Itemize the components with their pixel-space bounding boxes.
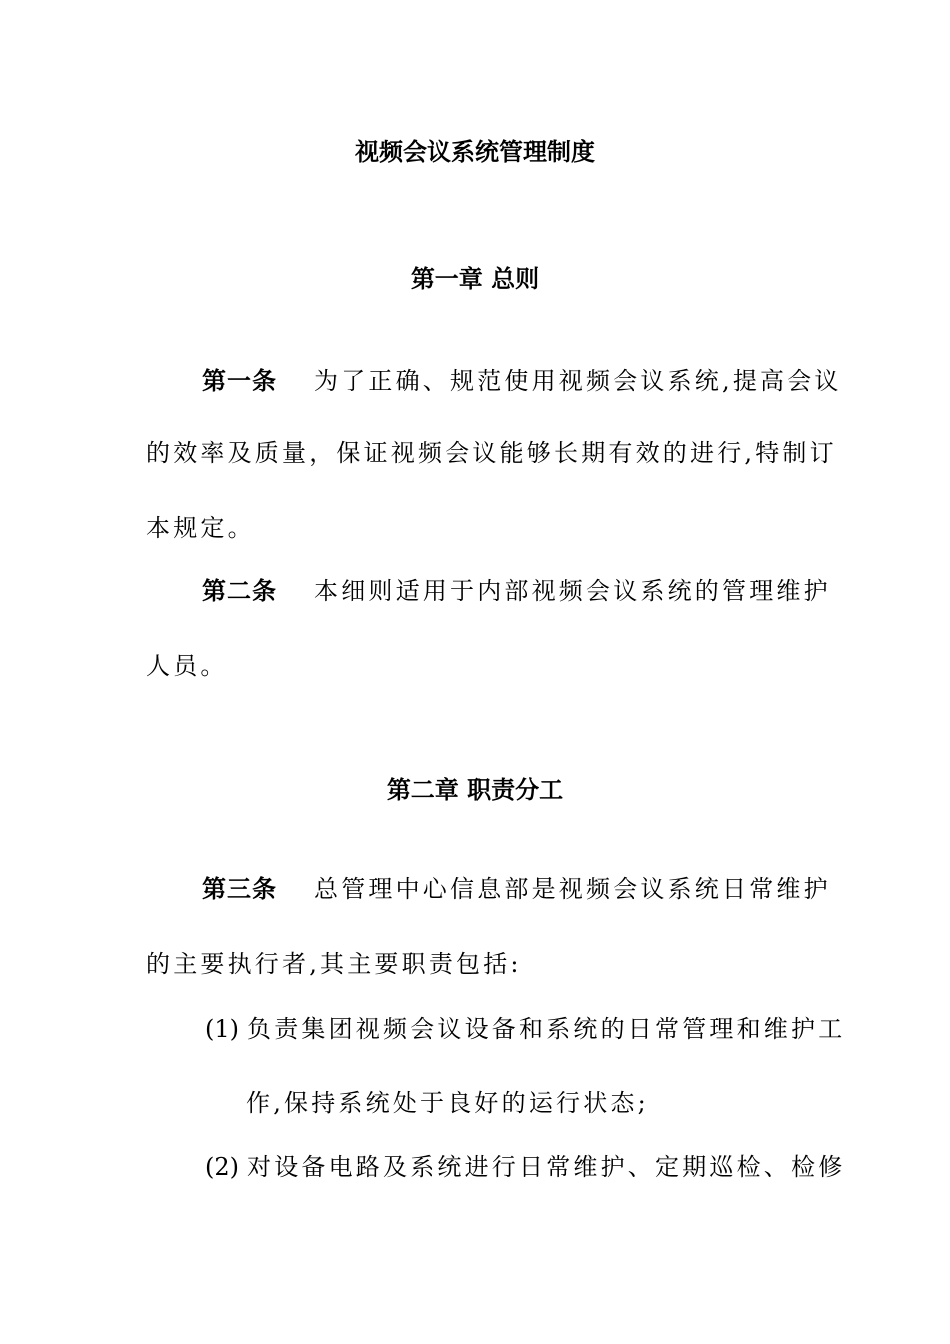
document-title: 视频会议系统管理制度: [355, 138, 595, 166]
article-2-label: 第二条: [202, 577, 277, 605]
chapter-heading-2: 第二章 职责分工: [386, 776, 564, 804]
list-item: [205, 1152, 845, 1182]
article-2: [202, 576, 831, 606]
list-item: [205, 1014, 845, 1044]
article-2-line-2: 人员。: [146, 652, 228, 680]
list-item-line-2: 作,保持系统处于良好的运行状态;: [246, 1089, 649, 1117]
article-3-line-2: 的主要执行者,其主要职责包括:: [146, 950, 522, 978]
list-item-line-1: 对设备电路及系统进行日常维护、定期巡检、检修: [247, 1153, 846, 1181]
article-1-line-3: 本规定。: [146, 514, 255, 542]
article-2-line-1: 本细则适用于内部视频会议系统的管理维护: [314, 577, 831, 605]
list-item-marker: (1): [205, 1015, 239, 1043]
article-1-line-2: 的效率及质量，保证视频会议能够长期有效的进行,特制订: [146, 439, 837, 467]
article-3-line-1: 总管理中心信息部是视频会议系统日常维护: [314, 875, 831, 903]
article-3: [202, 874, 831, 904]
article-3-label: 第三条: [202, 875, 277, 903]
list-item-line-1: 负责集团视频会议设备和系统的日常管理和维护工: [247, 1015, 846, 1043]
list-item-marker: (2): [205, 1153, 239, 1181]
article-1-label: 第一条: [202, 367, 277, 395]
chapter-heading-1: 第一章 总则: [410, 265, 540, 293]
article-1-line-1: 为了正确、规范使用视频会议系统,提高会议: [314, 367, 842, 395]
article-1: [202, 366, 842, 396]
